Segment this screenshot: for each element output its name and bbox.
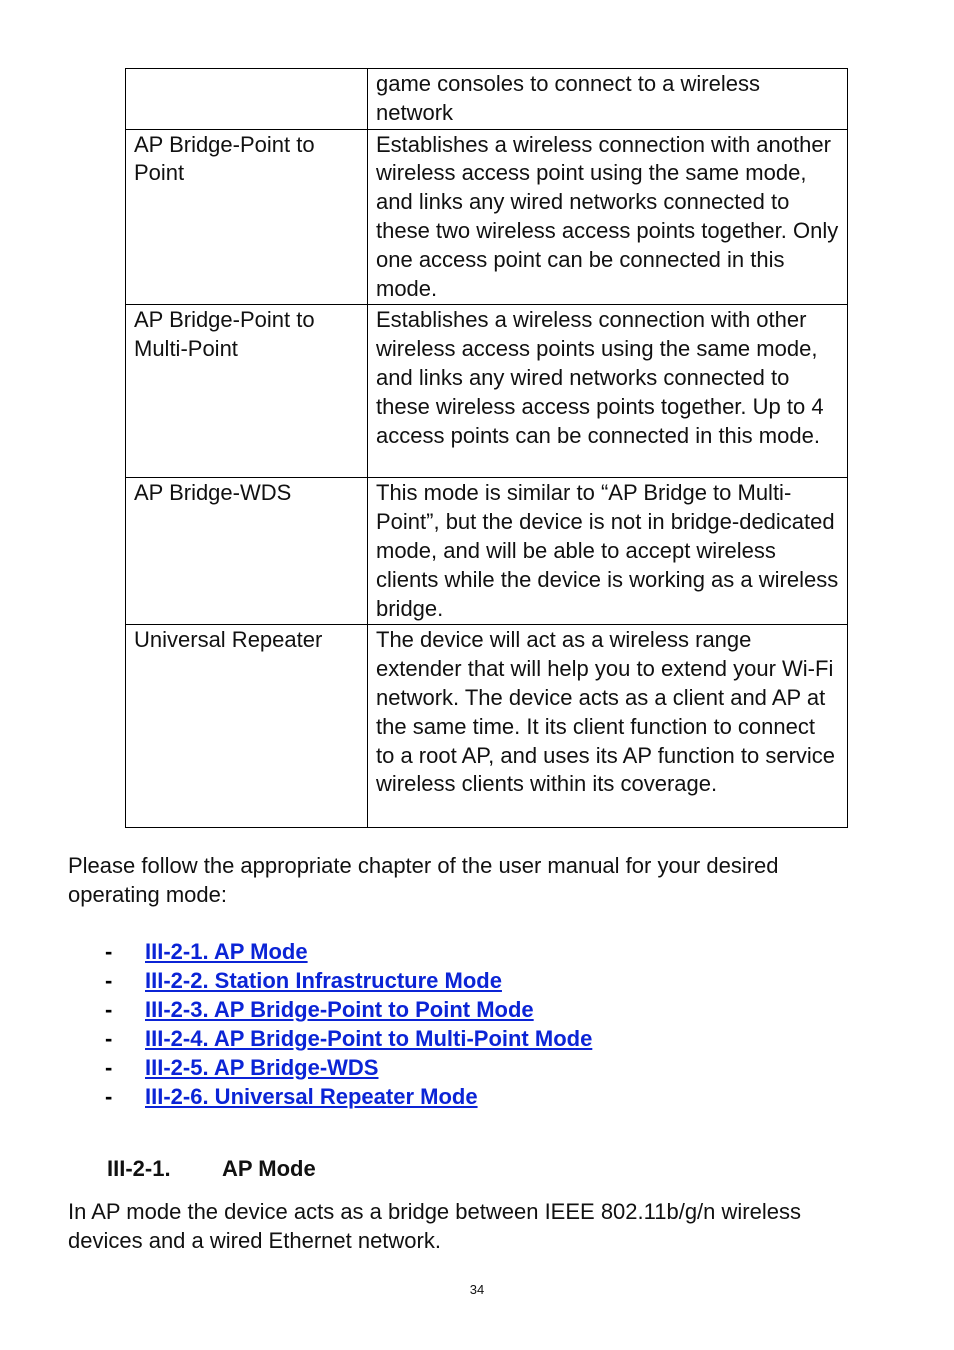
bullet-dash: - xyxy=(105,967,113,993)
table-row xyxy=(126,69,848,130)
link-station-infrastructure-mode[interactable]: III-2-2. Station Infrastructure Mode xyxy=(145,967,502,993)
list-item xyxy=(105,967,592,996)
chapter-link-list xyxy=(105,938,592,1111)
bullet-dash: - xyxy=(105,939,113,964)
list-item xyxy=(105,938,592,967)
link-ap-bridge-point-to-point-mode[interactable]: III-2-3. AP Bridge-Point to Point Mode xyxy=(145,996,534,1022)
description-cell: The device will act as a wireless range extender that will help you to extend your Wi-Fi network. The device acts as a client and AP at the same time. It its client function to connect to a root AP, and uses its AP function to service wireless clients within its coverage. xyxy=(368,625,848,828)
bullet-dash: - xyxy=(105,1083,113,1109)
operating-modes-table xyxy=(125,68,848,828)
section-number: III-2-1. xyxy=(107,1156,171,1181)
section-title: AP Mode xyxy=(222,1156,316,1181)
description-cell: game consoles to connect to a wireless network xyxy=(368,69,848,130)
link-universal-repeater-mode[interactable]: III-2-6. Universal Repeater Mode xyxy=(145,1083,478,1109)
table-row xyxy=(126,625,848,828)
section-body: In AP mode the device acts as a bridge between IEEE 802.11b/g/n wireless devices and a wired Ethernet network. xyxy=(68,1199,801,1253)
section-heading xyxy=(107,1155,316,1184)
link-ap-bridge-wds[interactable]: III-2-5. AP Bridge-WDS xyxy=(145,1054,379,1080)
list-item xyxy=(105,996,592,1025)
table-row xyxy=(126,305,848,478)
mode-cell: AP Bridge-Point to Point xyxy=(126,129,368,305)
list-item xyxy=(105,1025,592,1054)
description-cell: This mode is similar to “AP Bridge to Multi-Point”, but the device is not in bridge-dedicated mode, and will be able to accept wireless clients while the device is working as a wireless bridge. xyxy=(368,478,848,625)
table-row xyxy=(126,129,848,305)
list-item xyxy=(105,1083,592,1112)
mode-cell: AP Bridge-WDS xyxy=(126,478,368,625)
bullet-dash: - xyxy=(105,1025,113,1051)
description-cell: Establishes a wireless connection with other wireless access points using the same mode, and links any wired networks connected to these wireless access points together. Up to 4 access points can be connected in this mode. xyxy=(368,305,848,478)
link-ap-bridge-point-to-multi-point-mode[interactable]: III-2-4. AP Bridge-Point to Multi-Point Mode xyxy=(145,1025,593,1051)
list-item xyxy=(105,1054,592,1083)
description-cell: Establishes a wireless connection with another wireless access point using the same mode, and links any wired networks connected to these two wireless access points together. Only one access point can be connected in this mode. xyxy=(368,129,848,305)
mode-cell xyxy=(126,69,368,130)
bullet-dash: - xyxy=(105,1054,113,1080)
link-ap-mode[interactable]: III-2-1. AP Mode xyxy=(145,939,308,964)
mode-cell: AP Bridge-Point to Multi-Point xyxy=(126,305,368,478)
mode-cell: Universal Repeater xyxy=(126,625,368,828)
intro-paragraph: Please follow the appropriate chapter of the user manual for your desired operating mode: xyxy=(68,853,779,907)
page-number: 34 xyxy=(469,1282,485,1297)
table-row xyxy=(126,478,848,625)
bullet-dash: - xyxy=(105,996,113,1022)
